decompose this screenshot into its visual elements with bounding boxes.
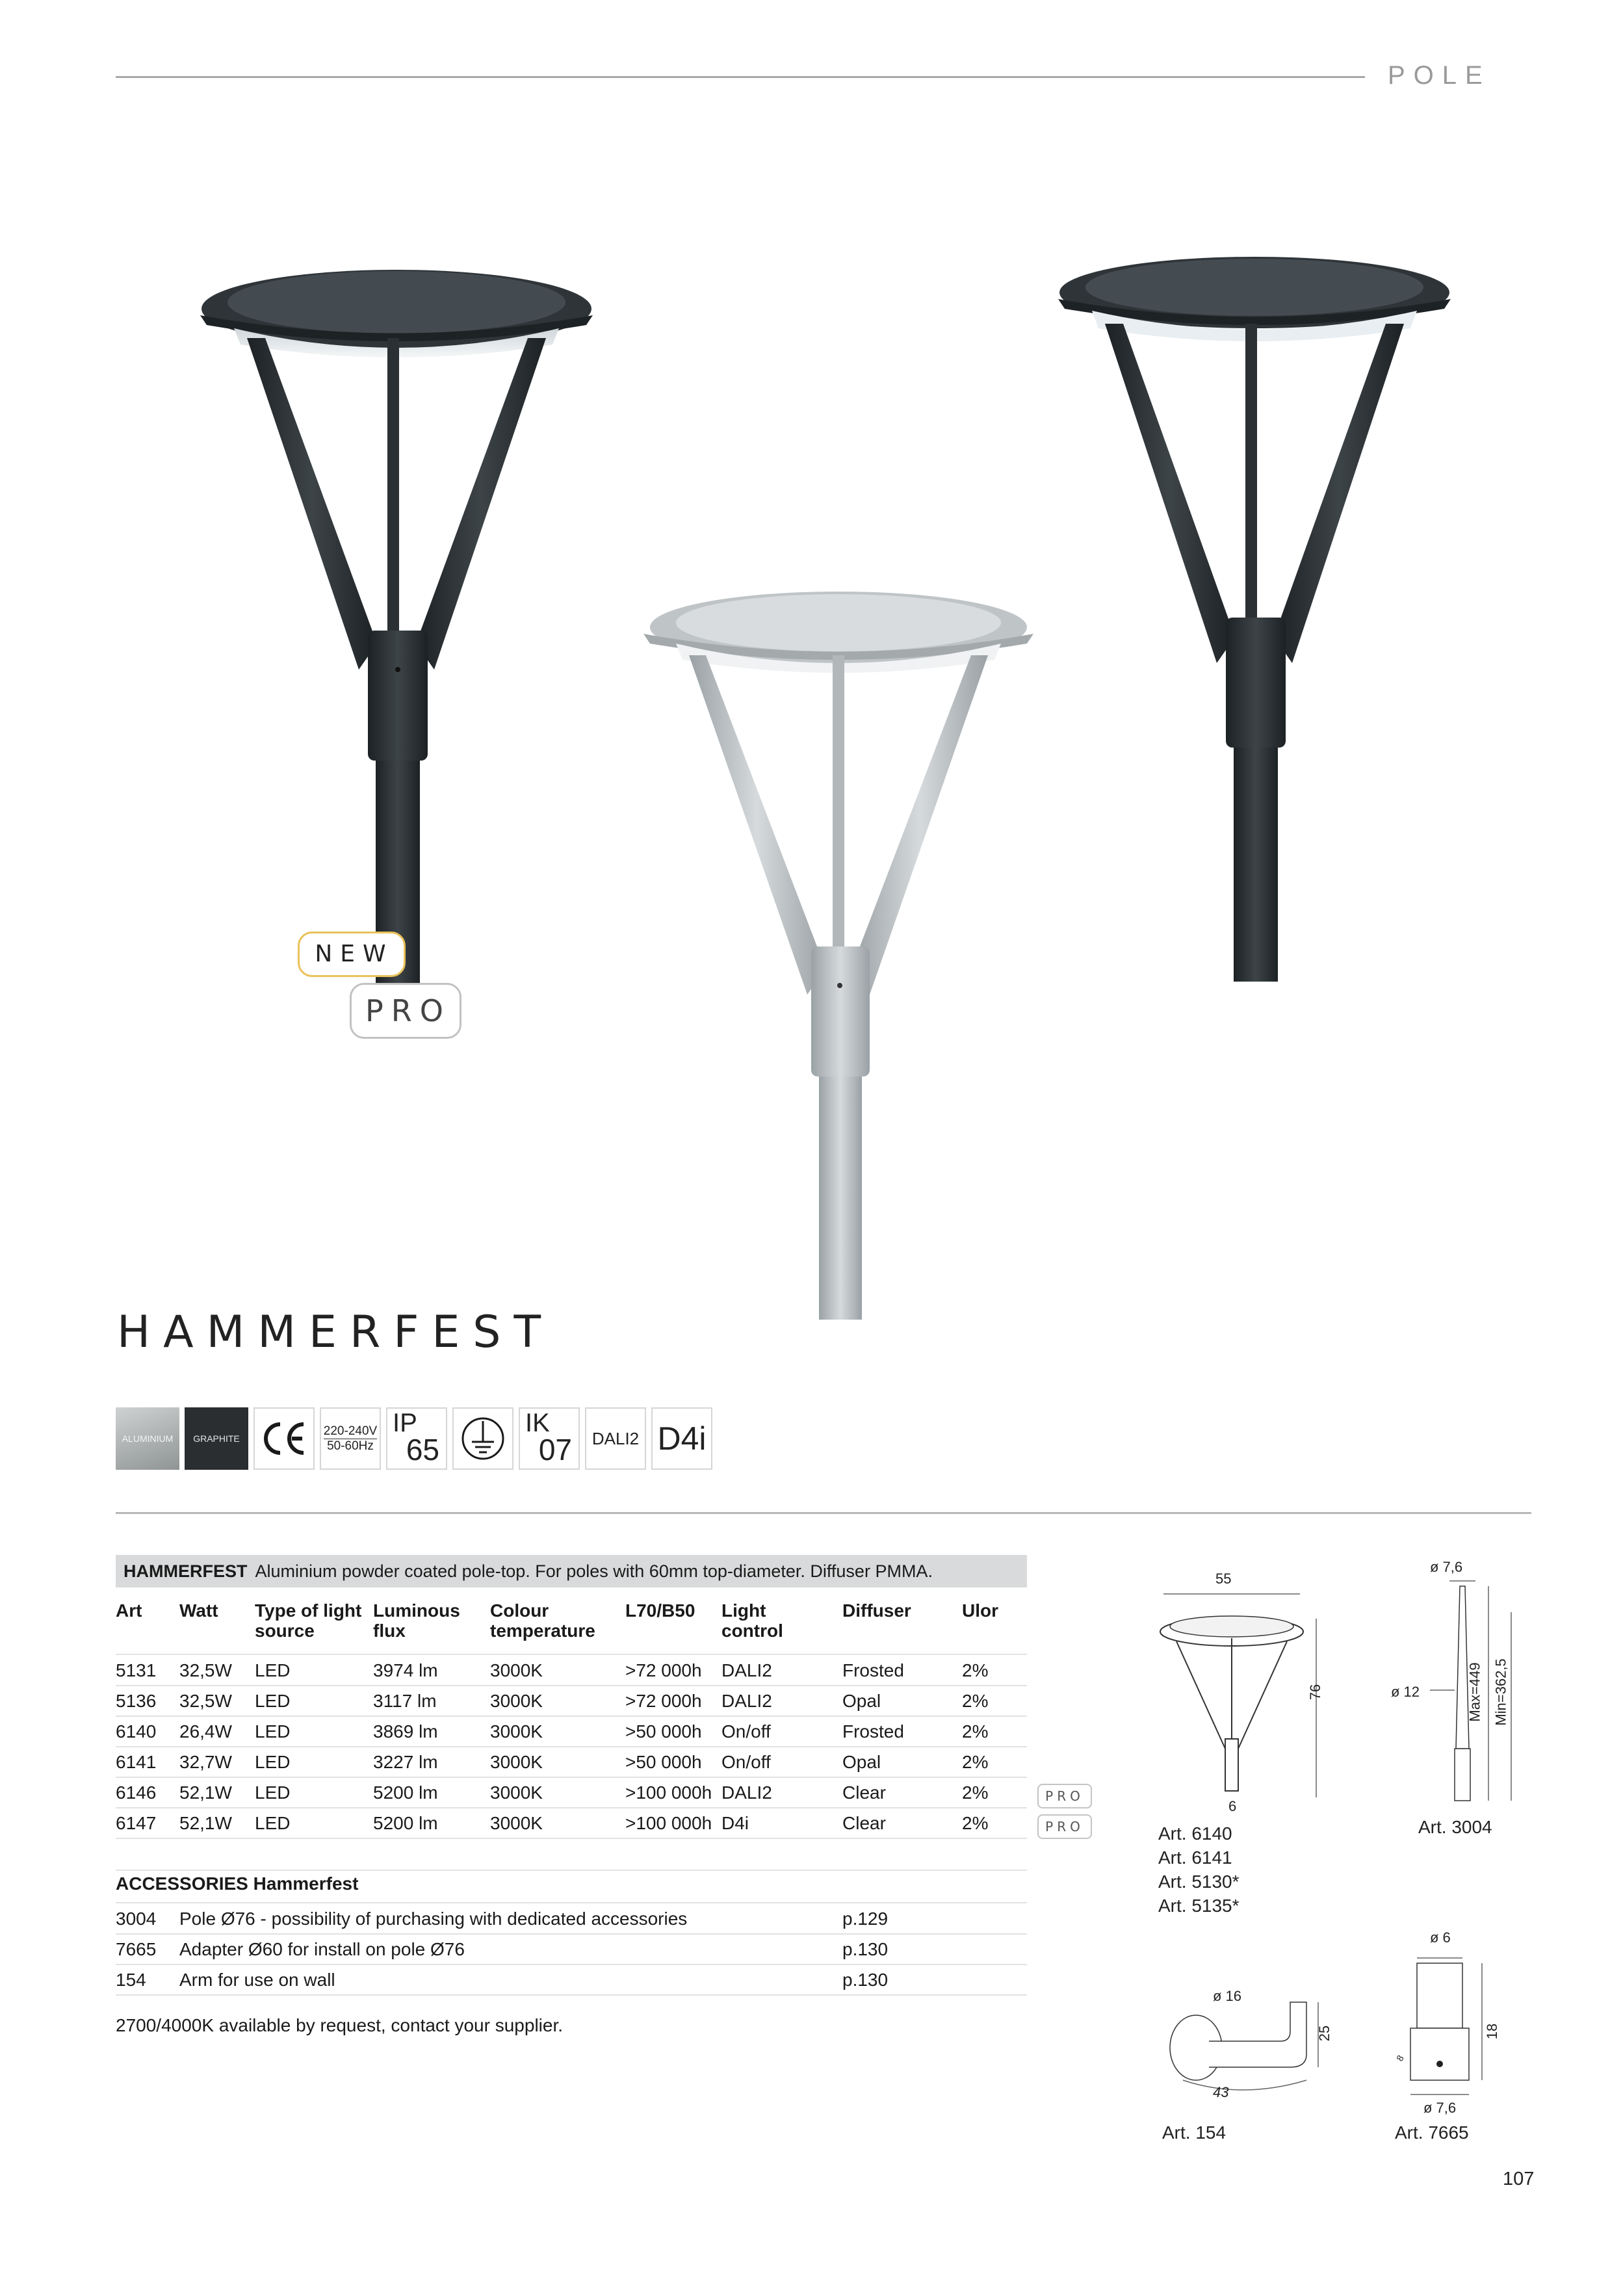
category-label: POLE [1388,61,1491,90]
spec-table-row [116,1808,1027,1839]
spec-cell: 5200 lm [373,1782,438,1803]
spec-cell: 3000K [490,1782,543,1803]
dim-luminaire-width: 55 [1215,1571,1232,1587]
dim-pole-bottom: ø 12 [1391,1684,1420,1700]
dali-icon [585,1407,646,1470]
spec-cell: Clear [842,1813,886,1833]
accessory-row [116,1964,1027,1996]
accessory-row [116,1934,1027,1965]
feature-icon-row [116,1407,712,1471]
spec-cell: >50 000h [625,1752,702,1772]
spec-cell: DALI2 [721,1660,772,1680]
availability-note: 2700/4000K available by request, contact your supplier. [116,2015,564,2035]
finish-swatch-label: ALUMINIUM [122,1433,174,1444]
voltage-icon [320,1407,381,1470]
page-number: 107 [1503,2169,1535,2189]
spec-cell: 3000K [490,1691,543,1711]
art-label: Art. 6141 [1158,1847,1232,1868]
accessory-cell: 154 [116,1970,146,1990]
spec-heading-name: HAMMERFEST [123,1561,248,1581]
ip-label: IP [393,1409,417,1437]
spec-cell: 6146 [116,1782,157,1803]
dim-arm-diameter: ø 16 [1213,1988,1242,2004]
ik-value: 07 [538,1433,572,1467]
spec-cell: 3000K [490,1660,543,1680]
spec-cell: DALI2 [721,1691,772,1711]
header-rule [116,76,1365,78]
spec-cell: >72 000h [625,1660,702,1680]
spec-cell: 2% [962,1721,989,1742]
dali-label: DALI2 [591,1428,640,1448]
spec-table-row [116,1777,1027,1808]
accessory-cell: p.130 [842,1939,889,1959]
product-photo-aluminium-center [630,579,1046,1320]
accessory-cell: Pole Ø76 - possibility of purchasing with dedicated accessories [179,1909,688,1929]
dim-adapter-side: 8 [1394,2053,1406,2063]
spec-cell: Clear [842,1782,886,1803]
spec-cell: Frosted [842,1721,904,1742]
dim-adapter-height: 18 [1484,2023,1501,2040]
accessory-cell: p.129 [842,1909,889,1929]
spec-table-end-rule [116,1870,1027,1871]
d4i-label: D4i [657,1420,707,1457]
pro-badge: PRO [350,983,461,1039]
spec-cell: 2% [962,1752,989,1772]
accessory-row [116,1903,1027,1935]
spec-cell: 5136 [116,1691,157,1711]
spec-cell: >72 000h [625,1691,702,1711]
spec-cell: 3869 lm [373,1721,438,1742]
frequency-label: 50-60Hz [327,1439,374,1453]
dim-pole-min: Min=362,5 [1492,1658,1509,1726]
spec-cell: 2% [962,1782,989,1803]
pro-tag-6146: PRO [1037,1784,1092,1808]
accessory-cell: 3004 [116,1909,157,1929]
spec-cell: 32,5W [179,1691,232,1711]
product-photo-graphite-left [188,254,604,988]
spec-cell: 2% [962,1691,989,1711]
spec-cell: 32,7W [179,1752,232,1772]
spec-cell: 2% [962,1813,989,1833]
spec-cell: 3000K [490,1813,543,1833]
spec-cell: 5200 lm [373,1813,438,1833]
ip-rating-icon [386,1407,447,1470]
spec-table-row [116,1655,1027,1686]
dim-arm-height: 25 [1316,2025,1333,2042]
accessory-cell: Arm for use on wall [179,1970,335,1990]
spec-cell: 3000K [490,1721,543,1742]
spec-cell: Opal [842,1752,881,1772]
ik-label: IK [525,1409,550,1437]
spec-cell: 6141 [116,1752,157,1772]
new-badge: NEW [298,932,406,977]
adapter-technical-drawing [1391,1950,1521,2119]
adapter-art-label: Art. 7665 [1395,2122,1469,2143]
product-photo-graphite-right [1046,247,1462,982]
finish-swatch-aluminium [116,1407,179,1470]
dim-luminaire-height: 76 [1307,1684,1324,1701]
dim-adapter-top: ø 6 [1430,1929,1451,1946]
spec-cell: 52,1W [179,1813,232,1833]
spec-cell: 3974 lm [373,1660,438,1680]
spec-cell: 3117 lm [373,1691,437,1711]
spec-cell: 52,1W [179,1782,232,1803]
ik-rating-icon [519,1407,580,1470]
ce-mark-icon-graphic [258,1419,310,1458]
spec-cell: 6140 [116,1721,157,1742]
spec-cell: >100 000h [625,1813,712,1833]
spec-cell: On/off [721,1721,771,1742]
spec-cell: >100 000h [625,1782,712,1803]
arm-art-label: Art. 154 [1162,2122,1227,2143]
col-header-light-control: Light control [721,1600,783,1641]
spec-cell: >50 000h [625,1721,702,1742]
col-header-watt: Watt [179,1600,218,1621]
spec-cell: 2% [962,1660,989,1680]
spec-cell: LED [255,1691,291,1711]
accessories-title: ACCESSORIES Hammerfest [116,1873,359,1894]
spec-cell: On/off [721,1752,771,1772]
spec-cell: LED [255,1752,291,1772]
finish-swatch-label: GRAPHITE [193,1433,240,1444]
spec-cell: Opal [842,1691,881,1711]
finish-swatch-graphite [185,1407,248,1470]
col-header-l70b50: L70/B50 [625,1600,695,1621]
spec-cell: DALI2 [721,1782,772,1803]
col-header-ulor: Ulor [962,1600,998,1621]
spec-cell: Frosted [842,1660,904,1680]
spec-cell: 6147 [116,1813,157,1833]
spec-cell: 3227 lm [373,1752,438,1772]
spec-table-row [116,1716,1027,1747]
accessory-cell: 7665 [116,1939,157,1959]
dim-pole-top: ø 7,6 [1430,1559,1463,1575]
spec-cell: 32,5W [179,1660,232,1680]
art-label: Art. 5135* [1158,1896,1240,1916]
col-header-light-source: Type of light source [255,1600,362,1641]
spec-cell: LED [255,1782,291,1803]
spec-cell: D4i [721,1813,749,1833]
spec-cell: 5131 [116,1660,157,1680]
dim-adapter-bottom: ø 7,6 [1423,2100,1457,2116]
d4i-icon [651,1407,712,1470]
spec-cell: 26,4W [179,1721,232,1742]
dim-arm-length: 43 [1213,2084,1229,2100]
section-rule [116,1512,1531,1514]
pro-tag-6147: PRO [1037,1814,1092,1839]
spec-heading [116,1555,1027,1587]
art-label: Art. 5130* [1158,1872,1240,1892]
wall-arm-technical-drawing [1157,1989,1339,2113]
spec-table-row [116,1686,1027,1717]
voltage-label: 220-240V [323,1424,378,1438]
spec-cell: 3000K [490,1752,543,1772]
col-header-colour-temperature: Colour temperature [490,1600,595,1641]
dim-luminaire-base: 6 [1228,1798,1237,1814]
accessory-cell: Adapter Ø60 for install on pole Ø76 [179,1939,465,1959]
product-title: HAMMERFEST [117,1307,554,1358]
luminaire-art-list [1158,1821,1240,1918]
ip-value: 65 [406,1433,439,1467]
col-header-art: Art [116,1600,142,1621]
spec-cell: LED [255,1813,291,1833]
col-header-diffuser: Diffuser [842,1600,911,1621]
pole-art-label: Art. 3004 [1418,1817,1492,1837]
spec-cell: LED [255,1721,291,1742]
art-label: Art. 6140 [1158,1823,1232,1844]
col-header-luminous-flux: Luminous flux [373,1600,460,1641]
earth-ground-icon [452,1407,513,1470]
dim-pole-max: Max=449 [1466,1662,1483,1722]
accessory-cell: p.130 [842,1970,889,1990]
spec-cell: LED [255,1660,291,1680]
ce-mark-icon [253,1407,315,1470]
earth-ground-icon-graphic [460,1416,506,1461]
spec-heading-description: Aluminium powder coated pole-top. For poles with 60mm top-diameter. Diffuser PMMA. [255,1561,933,1581]
spec-table-row [116,1747,1027,1778]
